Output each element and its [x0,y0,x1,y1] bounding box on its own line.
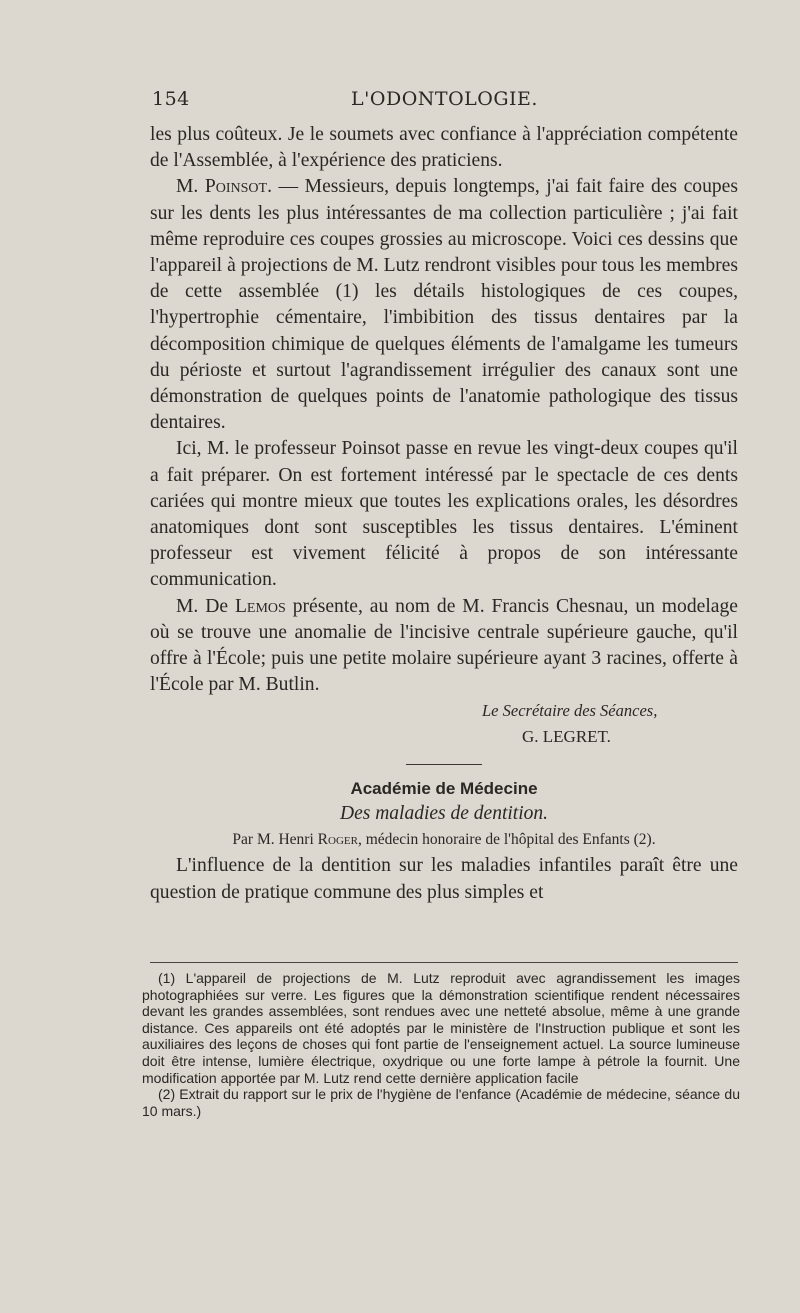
running-title: L'ODONTOLOGIE. [351,88,538,110]
signature-block [150,698,738,750]
byline-suffix: , médecin honoraire de l'hôpital des Enfants (2). [357,831,656,849]
running-header [152,88,737,114]
speaker-name: Poinsot. [204,176,272,198]
signature-role: Le Secrétaire des Séances, [482,701,658,721]
paragraph-dentition: L'influence de la dentition sur les maladies infantiles paraît être une question de pratique commune des plus simples et [150,855,738,903]
footnote-2: (2) Extrait du rapport sur le prix de l'hygiène de l'enfance (Académie de médecine, séance du 10 mars.) [142,1086,740,1119]
section-subtitle: Des maladies de dentition. [340,803,548,825]
paragraph-review: Ici, M. le professeur Poinsot passe en revue les vingt-deux coupes qu'il a fait préparer. On est fortement intéressé par le spectacle de ces dents cariées qui montre mieux que toutes les explications orales, les désordres anatomiques dont sont susceptibles les tissus dentaires. L'éminent professeur est vivement félicité à propos de son intéressante communication. [150,438,738,591]
paragraph-lemos [150,594,738,699]
byline [150,827,738,853]
paragraph-text: — Messieurs, depuis longtemps, j'ai fait faire des coupes sur les dents les plus intéressantes de ma collection particulière ; j'ai fait même reproduire ces coupes grossies au microscope. Voici ces dessins que l'appareil à projections de M. Lutz rendront visibles pour tous les membres de cette assemblée (1) les détails histologiques de ces coupes, l'hypertrophie cémentaire, l'imbibition des tissus dentaires par la décomposition chimique de quelques éléments de l'amalgame les tumeurs du périoste et surtout l'agrandissement irrégulier des canaux sont une démonstration de quelques points de l'anatomie pathologique des tissus dentaires. [150,176,738,434]
footnotes [142,970,740,1119]
section-divider [406,764,482,765]
speaker-prefix: M. De [176,595,229,617]
signature-name: G. LEGRET. [522,727,611,747]
footnote-rule [150,962,738,963]
main-text [150,122,738,906]
page-number: 154 [152,88,190,110]
byline-author: Roger [317,831,358,849]
section-heading: Académie de Médecine [350,779,538,799]
paragraph-text: présente, au nom de M. Francis Chesnau, un modelage où se trouve une anomalie de l'incisive centrale supérieure gauche, qu'il offre à l'École; puis une petite molaire supérieure ayant 3 racines, offerte à l'École par M. Butlin. [150,595,738,696]
speaker-prefix: M. [176,176,199,198]
paragraph-poinsot [150,174,738,436]
footnote-1: (1) L'appareil de projections de M. Lutz reproduit avec agrandissement les images photographiées sur verre. Les figures que la démonstration scientifique rendent nécessaires devant les grandes assemblées, sont rendues avec une netteté absolue, même à une grande distance. Ces appareils ont été adoptés par le ministère de l'Instruction publique et sont les auxiliaires des leçons de choses qui font partie de l'enseignement actuel. La source lumineuse doit être intense, lumière électrique, oxydrique ou une forte lampe à pétrole la fournit. Une modification apportée par M. Lutz rend cette dernière application facile [142,970,740,1086]
speaker-name: Lemos [234,595,286,617]
byline-prefix: Par M. Henri [232,831,314,849]
paragraph-continuation: les plus coûteux. Je le soumets avec confiance à l'appréciation compétente de l'Assemblée, à l'expérience des praticiens. [150,124,738,172]
